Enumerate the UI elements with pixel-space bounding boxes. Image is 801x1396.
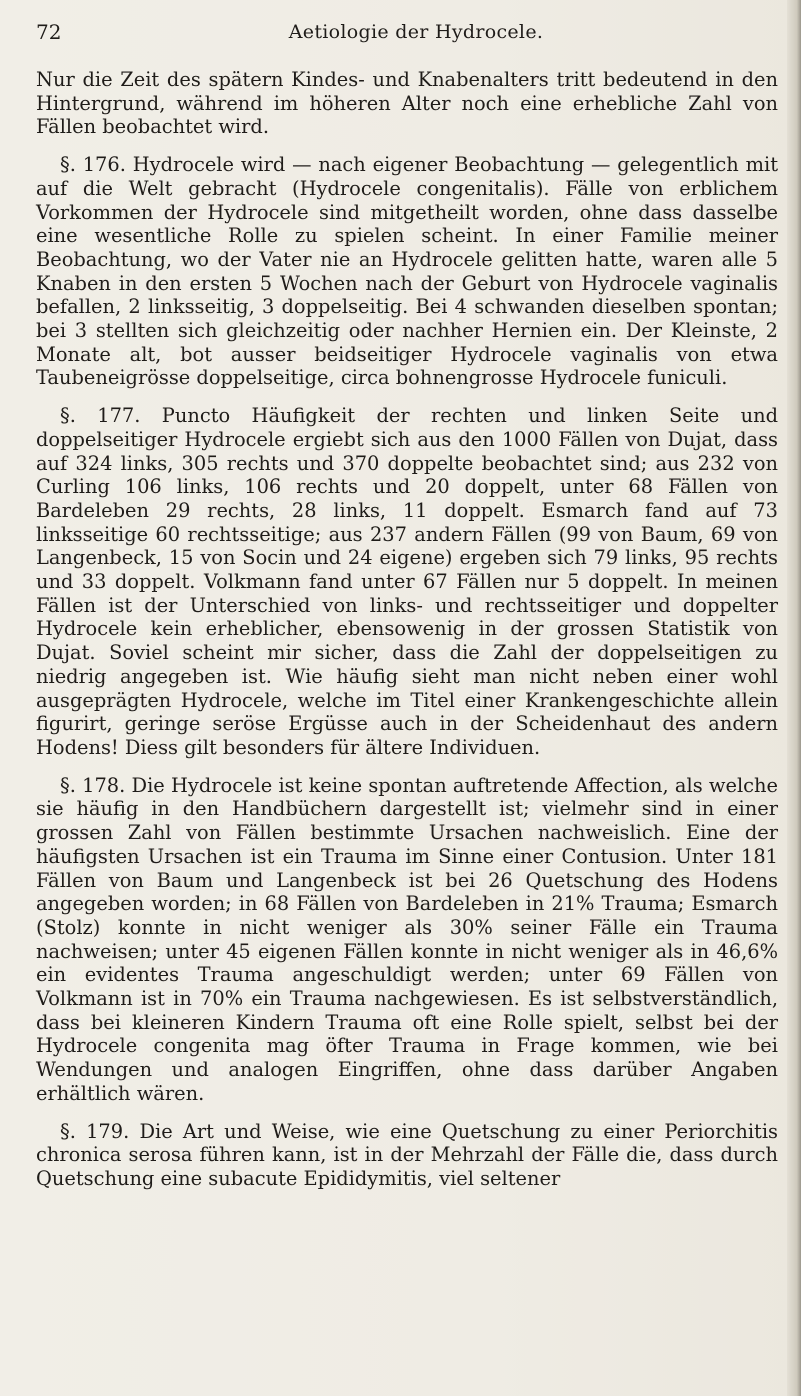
paragraph-section-179: §. 179. Die Art und Weise, wie eine Quetschung zu einer Periorchitis chronica serosa führen kann, ist in der Mehrzahl der Fälle die, dass durch Quetschung eine subacute Epididymitis, viel seltener	[36, 1119, 778, 1190]
paragraph-section-178: §. 178. Die Hydrocele ist keine spontan auftretende Affection, als welche sie häufig in den Handbüchern dargestellt ist; vielmehr sind in einer grossen Zahl von Fällen bestimmte Ursachen nachweislich. Eine der häufigsten Ursachen ist ein Trauma im Sinne einer Contusion. Unter 181 Fällen von Baum und Langenbeck ist bei 26 Quetschung des Hodens angegeben worden; in 68 Fällen von Bardeleben in 21% Trauma; Esmarch (Stolz) konnte in nicht weniger als 30% seiner Fälle ein Trauma nachweisen; unter 45 eigenen Fällen konnte in nicht weniger als in 46,6% ein evidentes Trauma angeschuldigt werden; unter 69 Fällen von Volkmann ist in 70% ein Trauma nachgewiesen. Es ist selbstverständlich, dass bei kleineren Kindern Trauma oft eine Rolle spielt, selbst bei der Hydrocele congenita mag öfter Trauma in Frage kommen, wie bei Wendungen und analogen Eingriffen, ohne dass darüber Angaben erhältlich wären.	[36, 773, 778, 1105]
page-edge-shadow	[787, 0, 801, 1396]
paragraph-intro: Nur die Zeit des spätern Kindes- und Knabenalters tritt bedeutend in den Hintergrund, während im höheren Alter noch eine erhebliche Zahl von Fällen beobachtet wird.	[36, 68, 778, 139]
page-number: 72	[36, 20, 62, 44]
body-text	[36, 68, 778, 1191]
page-header	[36, 20, 776, 50]
running-title: Aetiologie der Hydrocele.	[288, 21, 544, 43]
paragraph-section-176: §. 176. Hydrocele wird — nach eigener Beobachtung — gelegentlich mit auf die Welt gebracht (Hydrocele congenitalis). Fälle von erblichem Vorkommen der Hydrocele sind mitgetheilt worden, ohne dass dasselbe eine wesentliche Rolle zu spielen scheint. In einer Familie meiner Beobachtung, wo der Vater nie an Hydrocele gelitten hatte, waren alle 5 Knaben in den ersten 5 Wochen nach der Geburt von Hydrocele vaginalis befallen, 2 linksseitig, 3 doppelseitig. Bei 4 schwanden dieselben spontan; bei 3 stellten sich gleichzeitig oder nachher Hernien ein. Der Kleinste, 2 Monate alt, bot ausser beidseitiger Hydrocele vaginalis von etwa Taubeneigrösse doppelseitige, circa bohnengrosse Hydrocele funiculi.	[36, 153, 778, 390]
paragraph-section-177: §. 177. Puncto Häufigkeit der rechten und linken Seite und doppelseitiger Hydrocele ergiebt sich aus den 1000 Fällen von Dujat, dass auf 324 links, 305 rechts und 370 doppelte beobachtet sind; aus 232 von Curling 106 links, 106 rechts und 20 doppelt, unter 68 Fällen von Bardeleben 29 rechts, 28 links, 11 doppelt. Esmarch fand auf 73 linksseitige 60 rechtsseitige; aus 237 andern Fällen (99 von Baum, 69 von Langenbeck, 15 von Socin und 24 eigene) ergeben sich 79 links, 95 rechts und 33 doppelt. Volkmann fand unter 67 Fällen nur 5 doppelt. In meinen Fällen ist der Unterschied von links- und rechtsseitiger und doppelter Hydrocele kein erheblicher, ebensowenig in der grossen Statistik von Dujat. Soviel scheint mir sicher, dass die Zahl der doppelseitigen zu niedrig angegeben ist. Wie häufig sieht man nicht neben einer wohl ausgeprägten Hydrocele, welche im Titel einer Krankengeschichte allein figurirt, geringe seröse Ergüsse auch in der Scheidenhaut des andern Hodens! Diess gilt besonders für ältere Individuen.	[36, 404, 778, 759]
